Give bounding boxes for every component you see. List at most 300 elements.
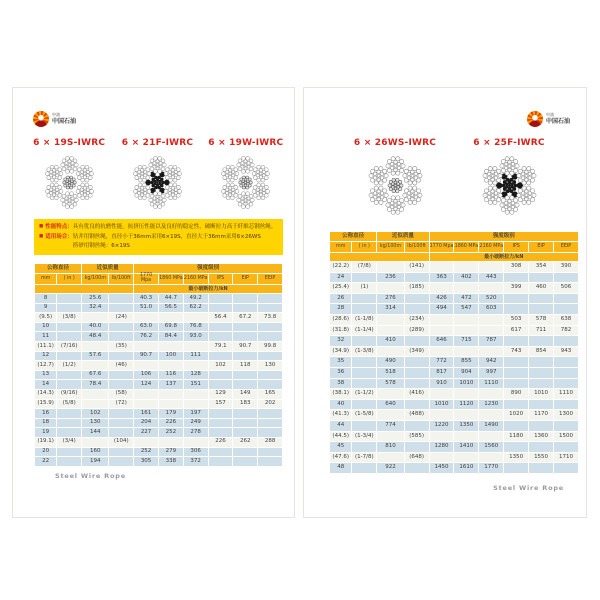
table-cell: 890 [504,389,529,400]
table-cell [258,428,283,438]
table-cell: 100 [158,351,183,361]
header-cell: EEIP [258,274,283,285]
table-cell [134,361,159,371]
table-cell: (289) [404,325,429,336]
header-cell: 2160 MPa [183,274,208,285]
table-cell: (24) [109,313,134,323]
table-cell [208,332,233,342]
table-cell: 130 [82,418,109,428]
table-cell [454,325,479,336]
table-cell: (38.1) [330,389,352,400]
table-cell: (7/8) [352,262,377,273]
table-cell: 79.1 [208,341,233,351]
table-cell [158,361,183,371]
table-cell [352,463,377,474]
page-footer: Steel Wire Rope [493,484,564,492]
table-cell [233,428,258,438]
table-cell: 262 [233,437,258,447]
table-body [35,294,283,467]
table-cell [404,336,429,347]
table-cell: 93.0 [183,332,208,342]
rope-cross-section-diagram [129,154,186,211]
table-cell: 772 [429,357,454,368]
table-cell: 1010 [454,378,479,389]
table-cell: 56.5 [158,303,183,313]
table-cell [429,346,454,357]
table-cell [57,409,82,419]
table-cell [208,322,233,332]
table-cell [429,262,454,273]
table-cell: 236 [377,272,404,283]
table-cell: 56.4 [208,313,233,323]
table-cell: (44.5) [330,431,352,442]
table-cell [134,437,159,447]
table-cell: 151 [183,380,208,390]
table-cell [134,313,159,323]
rope-block [452,138,566,217]
table-cell [258,380,283,390]
table-cell [258,322,283,332]
table-row [35,332,283,342]
table-cell [208,351,233,361]
table-cell: (1-3/8) [352,346,377,357]
table-cell [404,272,429,283]
table-cell [377,346,404,357]
table-cell: 249 [183,418,208,428]
header-cell: lb/100ft [404,242,429,253]
table-row [35,361,283,371]
table-cell: (34.9) [330,346,352,357]
table-cell [377,262,404,273]
table-cell: 715 [454,336,479,347]
table-cell: 36 [330,367,352,378]
table-cell: 276 [377,293,404,304]
table-cell: 84.4 [158,332,183,342]
table-cell [109,322,134,332]
header-cell: 1770 Mpa [134,274,159,285]
table-cell: 90.7 [134,351,159,361]
table-cell [429,283,454,294]
header-cell: ( in ) [57,274,82,285]
table-cell: 44.7 [158,294,183,304]
table-cell [454,314,479,325]
table-cell [57,303,82,313]
table-cell [377,314,404,325]
rope-type-title: 6 × 25F-IWRC [473,138,545,148]
table-cell: 711 [529,325,554,336]
spec-table-right [329,231,579,474]
table-cell: 161 [134,409,159,419]
table-cell: 410 [377,336,404,347]
table-minbreak-row [330,253,579,262]
table-row [35,370,283,380]
table-cell: (141) [404,262,429,273]
table-row [330,420,579,431]
logo-text-bottom: 中国石油 [545,117,570,125]
table-cell [233,457,258,467]
page-footer: Steel Wire Rope [55,472,126,480]
note-label: 性能特点： [45,224,73,230]
table-cell [233,303,258,313]
spec-table-left [34,263,283,467]
table-cell [208,418,233,428]
rope-block [202,138,290,211]
table-cell [233,294,258,304]
header-cell: EEIP [554,242,579,253]
table-cell [82,437,109,447]
table-cell [404,293,429,304]
table-cell [134,341,159,351]
table-cell: 32 [330,336,352,347]
table-cell: 1180 [504,431,529,442]
table-cell [504,272,529,283]
table-cell [529,357,554,368]
table-cell [258,418,283,428]
table-subheader-row [330,242,579,253]
table-cell: 306 [183,447,208,457]
rope-type-title: 6 × 21F-IWRC [121,138,194,148]
table-cell [57,447,82,457]
table-cell: 226 [158,418,183,428]
table-cell [504,367,529,378]
table-cell: 63.0 [134,322,159,332]
table-cell: 854 [529,346,554,357]
table-cell: 40.3 [134,294,159,304]
table-row [330,463,579,474]
bullet-square-icon: ■ [39,224,44,229]
table-cell: (15.9) [35,399,57,409]
table-row [35,322,283,332]
rope-type-title: 6 × 19S-IWRC [33,138,106,148]
table-cell [504,293,529,304]
table-row [35,428,283,438]
table-cell: (648) [404,452,429,463]
table-body [330,262,579,474]
table-cell [82,399,109,409]
table-row [330,431,579,442]
table-cell: 14 [35,380,57,390]
table-cell [529,463,554,474]
table-cell: 922 [377,463,404,474]
table-cell [554,336,579,347]
table-cell: 197 [183,409,208,419]
table-cell: (185) [404,283,429,294]
table-cell [554,357,579,368]
table-cell: 194 [82,457,109,467]
table-cell [479,431,504,442]
table-cell [233,332,258,342]
table-cell [404,357,429,368]
header-cell: 1860 MPa [454,242,479,253]
table-cell: 49.2 [183,294,208,304]
table-row [330,314,579,325]
table-cell: 472 [454,293,479,304]
table-cell: 308 [504,262,529,273]
table-cell [208,447,233,457]
table-cell: 1280 [429,442,454,453]
table-cell [352,367,377,378]
table-cell [134,399,159,409]
table-cell: (22.2) [330,262,352,273]
table-cell [429,314,454,325]
table-cell [529,378,554,389]
table-cell: 640 [377,399,404,410]
table-cell [479,410,504,421]
table-cell [377,410,404,421]
table-cell: 1010 [429,399,454,410]
petrochina-logo [527,111,570,127]
table-cell [554,399,579,410]
rope-cross-section-diagram [364,154,427,217]
table-cell [504,420,529,431]
table-cell: (47.6) [330,452,352,463]
table-cell: 817 [429,367,454,378]
header-diameter: 公称直径 [35,264,82,274]
table-cell: (31.8) [330,325,352,336]
table-row [330,410,579,421]
header-cell: EIP [529,242,554,253]
table-cell [352,304,377,315]
table-cell: 1550 [529,452,554,463]
table-cell: 399 [504,283,529,294]
table-cell: 111 [183,351,208,361]
table-row [330,293,579,304]
table-cell: (58) [109,389,134,399]
table-cell: 910 [429,378,454,389]
table-cell: 118 [233,361,258,371]
table-cell: (72) [109,399,134,409]
table-cell [208,303,233,313]
table-cell: 506 [554,283,579,294]
table-cell [258,332,283,342]
header-cell: IPS [504,242,529,253]
table-cell: 8 [35,294,57,304]
table-cell [352,293,377,304]
table-cell [529,272,554,283]
table-cell: 782 [554,325,579,336]
table-cell: 338 [158,457,183,467]
table-cell [479,262,504,273]
table-cell: 48 [330,463,352,474]
table-cell: 160 [82,447,109,457]
table-cell [454,452,479,463]
table-cell [352,442,377,453]
table-cell: (25.4) [330,283,352,294]
table-cell: 76.2 [134,332,159,342]
table-cell: 227 [134,428,159,438]
table-cell [554,304,579,315]
table-cell: 279 [158,447,183,457]
table-cell: 18 [35,418,57,428]
header-grade: 强度级别 [429,232,578,242]
table-cell [554,442,579,453]
table-cell: 1110 [554,389,579,400]
table-cell [258,351,283,361]
table-cell [57,380,82,390]
table-cell [404,304,429,315]
header-mass: 近似质量 [82,264,134,274]
table-cell [109,303,134,313]
table-cell [504,399,529,410]
table-cell: 426 [429,293,454,304]
table-cell: 1230 [479,399,504,410]
petrochina-sun-icon [527,111,543,127]
table-cell [82,341,109,351]
table-cell [504,442,529,453]
table-row [330,262,579,273]
table-cell [57,370,82,380]
table-cell [454,389,479,400]
table-cell: (585) [404,431,429,442]
table-cell: 1610 [454,463,479,474]
table-cell: 943 [554,346,579,357]
table-cell [404,420,429,431]
table-cell [82,313,109,323]
table-cell [158,341,183,351]
table-cell [109,428,134,438]
table-cell: 252 [158,428,183,438]
table-cell [158,399,183,409]
table-cell: 390 [554,262,579,273]
table-row [35,409,283,419]
table-cell: 40 [330,399,352,410]
logo-text [52,113,76,125]
table-cell [377,452,404,463]
table-cell [429,325,454,336]
table-cell [504,463,529,474]
note-row [39,233,277,251]
header-cell: 2160 MPa [479,242,504,253]
table-cell: (3/8) [57,313,82,323]
table-cell [233,370,258,380]
table-cell [352,357,377,368]
table-cell [183,399,208,409]
table-cell: 1020 [504,410,529,421]
table-cell: 19 [35,428,57,438]
table-cell [183,389,208,399]
table-cell: 157 [208,399,233,409]
note-label: 适用场合： [45,233,73,240]
table-cell [377,389,404,400]
petrochina-logo [33,111,76,127]
table-cell: 51.0 [134,303,159,313]
table-row [35,418,283,428]
table-cell: 354 [529,262,554,273]
table-cell: 144 [82,428,109,438]
header-spacer [35,285,134,294]
table-cell: (41.3) [330,410,352,421]
table-cell [404,463,429,474]
table-cell: (1-1/4) [352,325,377,336]
bullet-square-icon: ■ [39,233,44,239]
rope-cross-section-diagram [478,154,541,217]
table-cell [208,370,233,380]
table-cell: 1350 [454,420,479,431]
table-row [330,283,579,294]
table-cell: 124 [134,380,159,390]
table-row [35,437,283,447]
header-cell: IPS [208,274,233,285]
notes-box [34,219,283,255]
table-cell [479,325,504,336]
table-row [35,399,283,409]
note-row [39,223,277,232]
table-cell [554,420,579,431]
table-cell: 204 [134,418,159,428]
table-cell: (46) [109,361,134,371]
logo-text [546,113,570,125]
petrochina-sun-icon [33,111,49,127]
table-row [330,378,579,389]
table-cell [109,370,134,380]
table-cell [454,346,479,357]
table-cell: 116 [158,370,183,380]
table-cell: 76.8 [183,322,208,332]
table-cell: (1-5/8) [352,410,377,421]
table-cell [183,313,208,323]
table-row [35,351,283,361]
table-cell [454,431,479,442]
table-cell: 1120 [454,399,479,410]
table-cell [479,346,504,357]
rope-type-title: 6 × 19W-IWRC [208,138,284,148]
table-cell: 102 [82,409,109,419]
table-cell [529,442,554,453]
table-cell [258,303,283,313]
table-cell [233,447,258,457]
table-cell: 363 [429,272,454,283]
table-cell [109,294,134,304]
table-cell [258,409,283,419]
table-cell [258,370,283,380]
table-cell: (19.1) [35,437,57,447]
table-cell: 12 [35,351,57,361]
table-cell [158,313,183,323]
table-cell: 1360 [529,431,554,442]
table-cell: 1220 [429,420,454,431]
table-cell: 90.7 [233,341,258,351]
table-cell: (1-1/2) [352,389,377,400]
table-cell [57,428,82,438]
table-cell [377,283,404,294]
table-row [330,367,579,378]
table-cell [109,409,134,419]
table-cell: 1710 [554,452,579,463]
table-cell: (234) [404,314,429,325]
table-row [330,336,579,347]
table-header-row [35,264,283,274]
table-row [35,294,283,304]
table-cell [258,447,283,457]
table-cell: (9.5) [35,313,57,323]
table-cell [479,452,504,463]
table-cell: 102 [208,361,233,371]
table-cell: 1350 [504,452,529,463]
table-cell: (488) [404,410,429,421]
table-cell [529,304,554,315]
table-cell [377,325,404,336]
table-cell: 69.8 [158,322,183,332]
table-minbreak-row [35,285,283,294]
table-cell: 11 [35,332,57,342]
table-cell: 460 [529,283,554,294]
table-cell [82,361,109,371]
table-cell [183,341,208,351]
table-cell [208,294,233,304]
table-cell [404,399,429,410]
table-cell [158,389,183,399]
table-cell [454,410,479,421]
